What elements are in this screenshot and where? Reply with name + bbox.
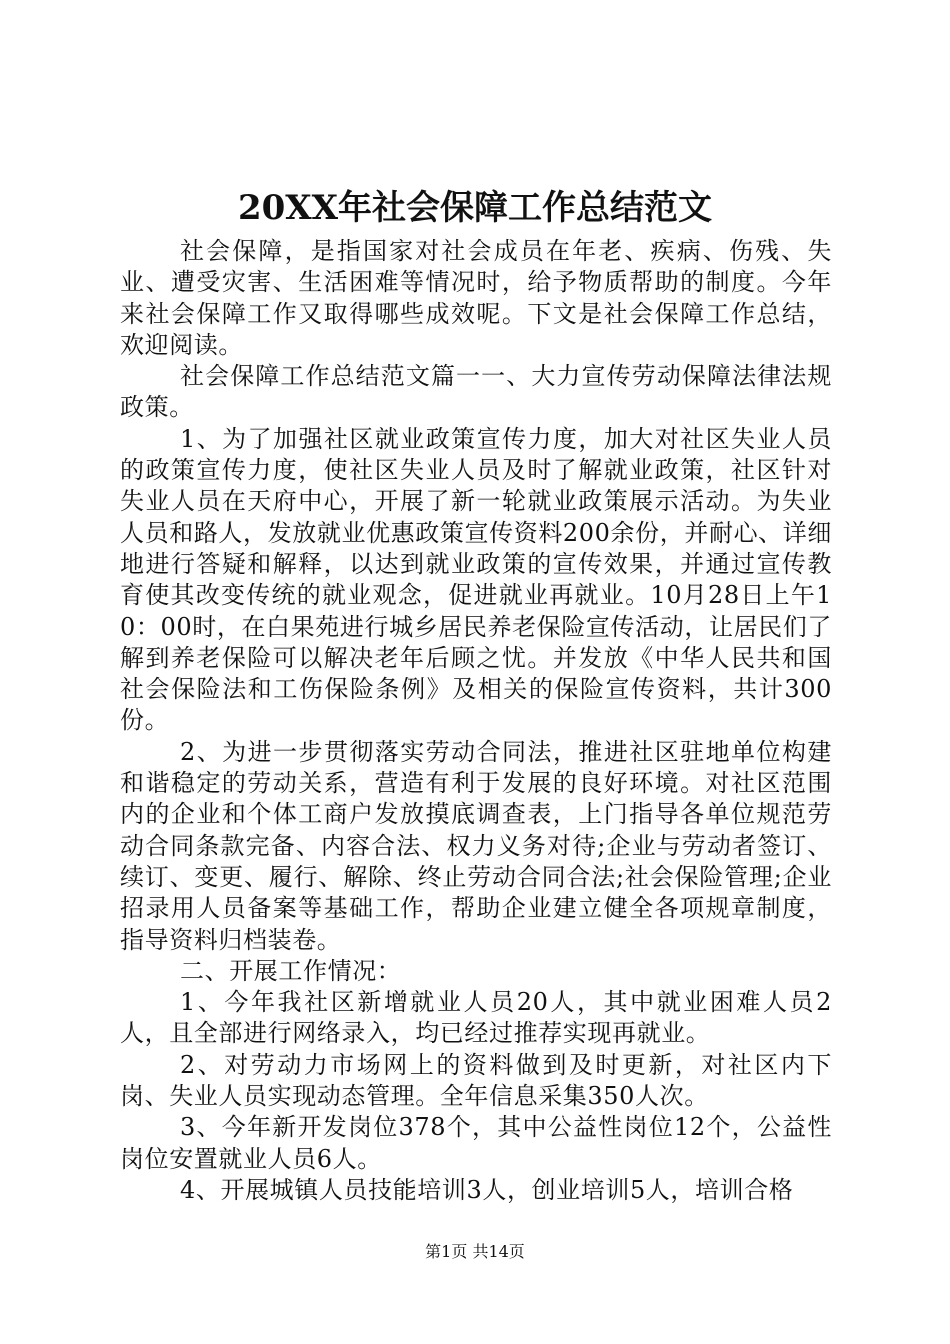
paragraph-item-1: 1、为了加强社区就业政策宣传力度，加大对社区失业人员的政策宣传力度，使社区失业人员及时了解就业政策，社区针对失业人员在天府中心，开展了新一轮就业政策展示活动。为失业人员和路人，发放就业优惠政策宣传资料200余份，并耐心、详细地进行答疑和解释，以达到就业政策的宣传效果，并通过宣传教育使其改变传统的就业观念，促进就业再就业。10月28日上午10：00时，在白果苑进行城乡居民养老保险宣传活动，让居民们了解到养老保险可以解决老年后顾之忧。并发放《中华人民共和国社会保险法和工伤保险条例》及相关的保险宣传资料，共计300份。 (120, 424, 832, 735)
document-title: 20XX年社会保障工作总结范文 (237, 188, 713, 228)
paragraph-work-2: 2、对劳动力市场网上的资料做到及时更新，对社区内下岗、失业人员实现动态管理。全年信息采集350人次。 (120, 1050, 832, 1111)
document-body (120, 236, 832, 1206)
paragraph-work-4: 4、开展城镇人员技能培训3人，创业培训5人，培训合格 (180, 1175, 794, 1204)
paragraph-section-one-heading: 社会保障工作总结范文篇一一、大力宣传劳动保障法律法规政策。 (120, 362, 832, 422)
paragraph-section-two-heading: 二、开展工作情况： (180, 956, 402, 985)
paragraph-work-1: 1、今年我社区新增就业人员20人，其中就业困难人员2人，且全部进行网络录入，均已经过推荐实现再就业。 (120, 988, 832, 1048)
paragraph-item-2: 2、为进一步贯彻落实劳动合同法，推进社区驻地单位构建和谐稳定的劳动关系，营造有利于发展的良好环境。对社区范围内的企业和个体工商户发放摸底调查表，上门指导各单位规范劳动合同条款完备、内容合法、权力义务对待;企业与劳动者签订、续订、变更、履行、解除、终止劳动合同合法;社会保险管理;企业招录用人员备案等基础工作，帮助企业建立健全各项规章制度，指导资料归档装卷。 (120, 737, 832, 954)
paragraph-work-3: 3、今年新开发岗位378个，其中公益性岗位12个，公益性岗位安置就业人员6人。 (120, 1113, 832, 1173)
page-number-footer: 第1页 共14页 (425, 1242, 525, 1261)
paragraph-intro: 社会保障，是指国家对社会成员在年老、疾病、伤残、失业、遭受灾害、生活困难等情况时，给予物质帮助的制度。今年来社会保障工作又取得哪些成效呢。下文是社会保障工作总结，欢迎阅读。 (120, 237, 832, 359)
